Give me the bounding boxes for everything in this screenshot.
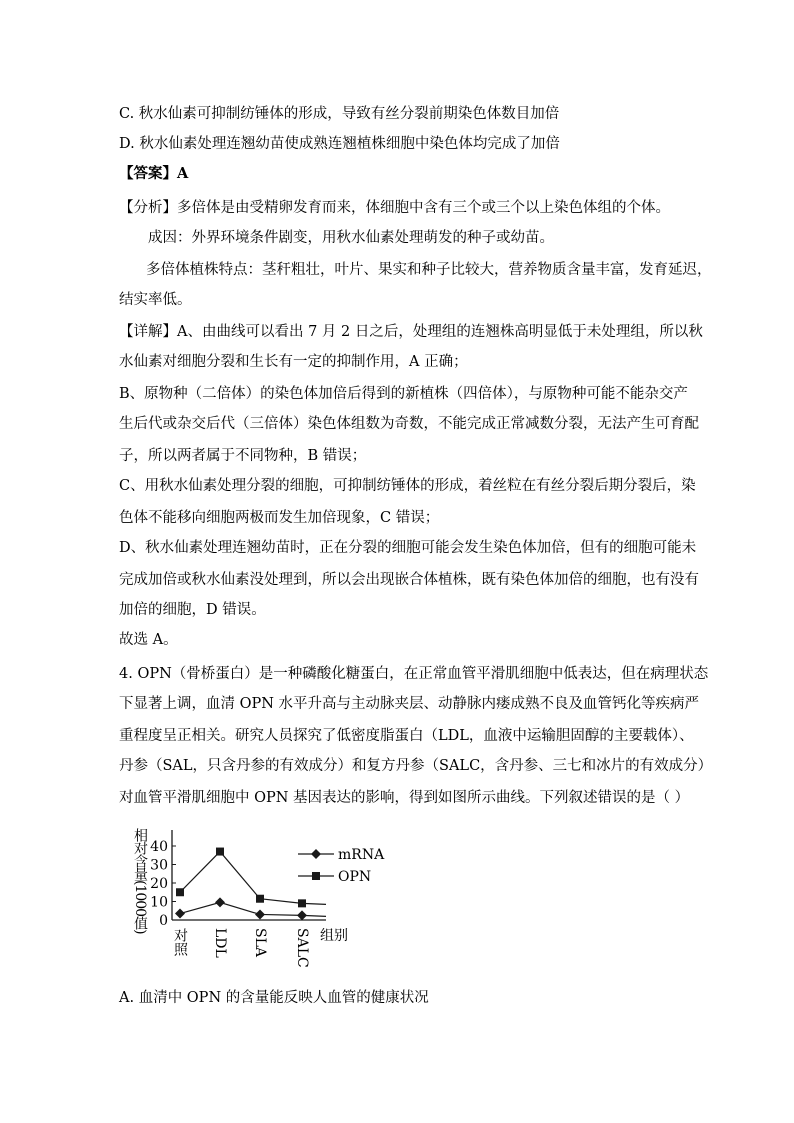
opn-chart — [118, 818, 418, 978]
point-OPN-3 — [256, 895, 264, 903]
text-line-22: 丹参（SAL，只含丹参的有效成分）和复方丹参（SALC，含丹参、三七和冰片的有效成分） — [119, 758, 713, 774]
text-line-8: 【详解】A、由曲线可以看出 7 月 2 日之后，处理组的连翘株高明显低于未处理组，所以秋 — [119, 324, 703, 340]
text-line-21: 重程度呈正相关。研究人员探究了低密度脂蛋白（LDL，血液中运输胆固醇的主要载体）、 — [119, 728, 694, 744]
text-line-9: 水仙素对细胞分裂和生长有一定的抑制作用，A 正确； — [119, 354, 468, 370]
text-line-1: C. 秋水仙素可抑制纺锤体的形成，导致有丝分裂前期染色体数目加倍 — [119, 106, 560, 122]
text-line-19: 4. OPN（骨桥蛋白）是一种磷酸化糖蛋白，在正常血管平滑肌细胞中低表达，但在病理状态 — [119, 666, 709, 682]
text-line-4: 【分析】多倍体是由受精卵发育而来，体细胞中含有三个或三个以上染色体组的个体。 — [119, 200, 670, 216]
point-OPN-4 — [298, 899, 306, 907]
text-line-5: 成因：外界环境条件剧变，用秋水仙素处理萌发的种子或幼苗。 — [148, 230, 554, 246]
text-line-14: 色体不能移向细胞两极而发生加倍现象，C 错误； — [119, 510, 440, 526]
text-line-24: A. 血清中 OPN 的含量能反映人血管的健康状况 — [119, 990, 429, 1006]
point-mRNA-2 — [215, 897, 225, 907]
series-line-OPN — [180, 852, 326, 905]
x-tick-label-3: SLA — [252, 928, 268, 957]
text-line-13: C、用秋水仙素处理分裂的细胞，可抑制纺锤体的形成，着丝粒在有丝分裂后期分裂后，染 — [119, 478, 696, 494]
y-tick-label-30: 30 — [150, 857, 168, 874]
y-tick-label-20: 20 — [150, 876, 168, 892]
point-mRNA-3 — [255, 909, 265, 919]
text-line-3: 【答案】A — [119, 165, 189, 182]
text-line-16: 完成加倍或秋水仙素没处理到，所以会出现嵌合体植株，既有染色体加倍的细胞，也有没有 — [119, 572, 699, 588]
text-line-20: 下显著上调，血清 OPN 水平升高与主动脉夹层、动静脉内瘘成熟不良及血管钙化等疾病严 — [119, 696, 700, 712]
text-line-7: 结实率低。 — [119, 292, 192, 308]
text-line-23: 对血管平滑肌细胞中 OPN 基因表达的影响，得到如图所示曲线。下列叙述错误的是（ ） — [119, 790, 690, 806]
legend-label-mRNA: mRNA — [338, 847, 385, 863]
legend-marker-mRNA — [311, 849, 321, 859]
text-line-6: 多倍体植株特点：茎秆粗壮，叶片、果实和种子比较大，营养物质含量丰富，发育延迟， — [146, 262, 712, 278]
text-line-12: 子，所以两者属于不同物种，B 错误； — [119, 448, 367, 464]
text-line-10: B、原物种（二倍体）的染色体加倍后得到的新植株（四倍体），与原物种可能不能杂交产 — [119, 386, 688, 402]
point-mRNA-4 — [297, 910, 307, 920]
text-line-18: 故选 A。 — [119, 632, 178, 648]
y-tick-label-10: 10 — [150, 894, 168, 911]
x-tick-label-2: LDL — [212, 928, 228, 958]
legend-label-OPN: OPN — [338, 869, 372, 885]
y-axis-label: 相对含量(1000值) — [132, 828, 148, 934]
text-line-2: D. 秋水仙素处理连翘幼苗使成熟连翘植株细胞中染色体均完成了加倍 — [119, 136, 560, 152]
point-OPN-1 — [176, 888, 184, 896]
x-tick-label-4: SALC — [294, 928, 310, 968]
text-line-11: 生后代或杂交后代（三倍体）染色体组数为奇数，不能完成正常减数分裂，无法产生可育配 — [119, 416, 699, 432]
legend-marker-OPN — [312, 872, 320, 880]
x-axis-label: 组别 — [320, 928, 348, 944]
x-tick-label-1: 对照 — [172, 928, 188, 956]
y-tick-label-40: 40 — [150, 839, 168, 855]
text-line-15: D、秋水仙素处理连翘幼苗时，正在分裂的细胞可能会发生染色体加倍，但有的细胞可能未 — [119, 540, 697, 556]
text-line-17: 加倍的细胞，D 错误。 — [119, 602, 266, 618]
y-tick-label-0: 0 — [159, 913, 168, 929]
point-mRNA-1 — [175, 909, 185, 919]
point-OPN-2 — [216, 848, 224, 856]
